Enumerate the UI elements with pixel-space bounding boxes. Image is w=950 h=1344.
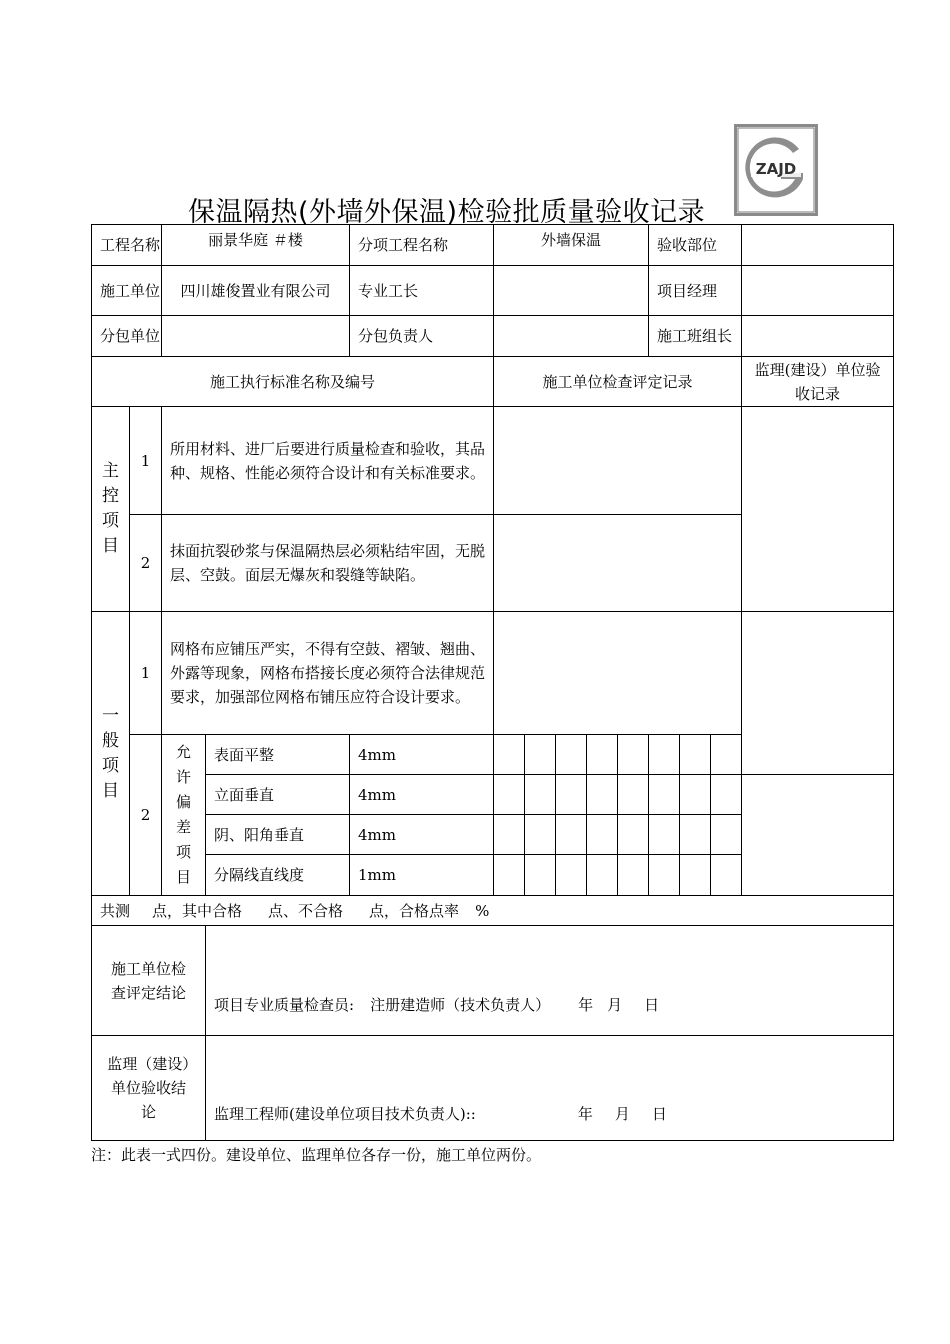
general-item-1-record [494,612,742,735]
summary-a: 共测 [100,901,131,920]
general-item-2-no: 2 [130,735,162,896]
measure-cell [587,775,618,815]
tolerance-items-label: 允 许 偏 差 项 目 [162,735,206,896]
main-item-2-no: 2 [130,515,162,612]
contractor-day: 日 [644,996,660,1014]
measure-cell [649,855,680,896]
subcontractor-value [162,316,350,357]
measure-cell [618,775,649,815]
contractor-month: 月 [607,996,623,1014]
measure-cell [556,775,587,815]
measure-cell [680,775,711,815]
main-item-1-no: 1 [130,407,162,515]
logo-text: ZAJD [755,160,797,178]
measure-cell [649,775,680,815]
measure-cell [711,815,742,855]
contractor-year: 年 [578,996,594,1014]
measure-cell [680,735,711,775]
supervisor-record-header: 监理(建设）单位验收记录 [742,357,894,407]
construction-unit-value: 四川雄俊置业有限公司 [162,266,350,316]
measure-cell [494,735,525,775]
sub-project-value: 外墙保温 [494,225,649,266]
supervisor-month: 月 [614,1105,630,1123]
page-title: 保温隔热(外墙外保温)检验批质量验收记录 [188,197,706,228]
measure-cell [587,735,618,775]
main-item-1-text: 所用材料、进厂后要进行质量检查和验收，其品种、规格、性能必须符合设计和有关标准要求。 [162,407,494,515]
contractor-conclusion-label: 施工单位检查评定结论 [92,926,206,1036]
measure-cell [587,855,618,896]
supervisor-day: 日 [651,1105,667,1123]
measure-cell [618,735,649,775]
measure-cell [525,815,556,855]
measure-cell [494,855,525,896]
measure-cell [618,815,649,855]
summary-c: 点、不合格 [268,901,344,920]
tolerance-row-4-value: 1mm [350,855,494,896]
summary-row [92,896,894,926]
main-item-1-record [494,407,742,515]
acceptance-part-label: 验收部位 [649,225,742,266]
measure-cell [711,775,742,815]
acceptance-part-value [742,225,894,266]
measure-cell [525,775,556,815]
supervising-engineer-label: 监理工程师(建设单位项目技术负责人):: [214,1105,476,1123]
zajd-logo-icon [734,124,818,216]
measure-cell [494,775,525,815]
main-item-2-text: 抹面抗裂砂浆与保温隔热层必须粘结牢固，无脱层、空鼓。面层无爆灰和裂缝等缺陷。 [162,515,494,612]
tolerance-row-2-name: 立面垂直 [206,775,350,815]
team-leader-label: 施工班组长 [649,316,742,357]
supervisor-conclusion-label: 监理（建设）单位验收结论 [92,1036,206,1141]
measure-cell [711,735,742,775]
tolerance-row-3-value: 4mm [350,815,494,855]
summary-d: 点，合格点率 [369,901,460,920]
tolerance-row-1-value: 4mm [350,735,494,775]
tolerance-row-2-value: 4mm [350,775,494,815]
inspection-record-table [91,224,894,1141]
construction-unit-label: 施工单位 [92,266,162,316]
general-items-label: 一 般 项 目 [92,612,130,896]
tolerance-supervisor-record [742,775,894,896]
measure-cell [711,855,742,896]
sub-leader-label: 分包负责人 [350,316,494,357]
general-item-1-no: 1 [130,612,162,735]
general-item-1-text: 网格布应铺压严实，不得有空鼓、褶皱、翘曲、外露等现象，网格布搭接长度必须符合法律规范要求，加强部位网格布铺压应符合设计要求。 [162,612,494,735]
tolerance-row-1-name: 表面平整 [206,735,350,775]
measure-cell [494,815,525,855]
measure-cell [587,815,618,855]
foreman-label: 专业工长 [350,266,494,316]
project-manager-value [742,266,894,316]
project-manager-label: 项目经理 [649,266,742,316]
measure-cell [556,735,587,775]
project-name-value: 丽景华庭 ＃楼 [162,225,350,266]
contractor-record-header: 施工单位检查评定记录 [494,357,742,407]
measure-cell [556,855,587,896]
main-item-2-record [494,515,742,612]
measure-cell [649,735,680,775]
summary-b: 点，其中合格 [152,901,243,920]
standard-column-header: 施工执行标准名称及编号 [92,357,494,407]
registered-engineer-label: 注册建造师（技术负责人） [370,996,551,1014]
sub-leader-value [494,316,649,357]
subcontractor-label: 分包单位 [92,316,162,357]
tolerance-row-4-name: 分隔线直线度 [206,855,350,896]
quality-inspector-label: 项目专业质量检查员: [214,996,355,1014]
team-leader-value [742,316,894,357]
measure-cell [556,815,587,855]
sub-project-label: 分项工程名称 [350,225,494,266]
tolerance-row-3-name: 阴、阳角垂直 [206,815,350,855]
project-name-label: 工程名称 [92,225,162,266]
general-item-1-supervisor-record [742,612,894,775]
main-items-label: 主 控 项 目 [92,407,130,612]
supervisor-conclusion-signature [206,1036,894,1141]
measure-cell [618,855,649,896]
measure-cell [649,815,680,855]
measure-cell [525,735,556,775]
measure-cell [680,815,711,855]
contractor-conclusion-signature [206,926,894,1036]
measure-cell [680,855,711,896]
footer-note: 注：此表一式四份。建设单位、监理单位各存一份，施工单位两份。 [91,1146,542,1164]
summary-e: % [475,901,490,920]
foreman-value [494,266,649,316]
main-items-supervisor-record [742,407,894,612]
measure-cell [525,855,556,896]
supervisor-year: 年 [577,1105,593,1123]
